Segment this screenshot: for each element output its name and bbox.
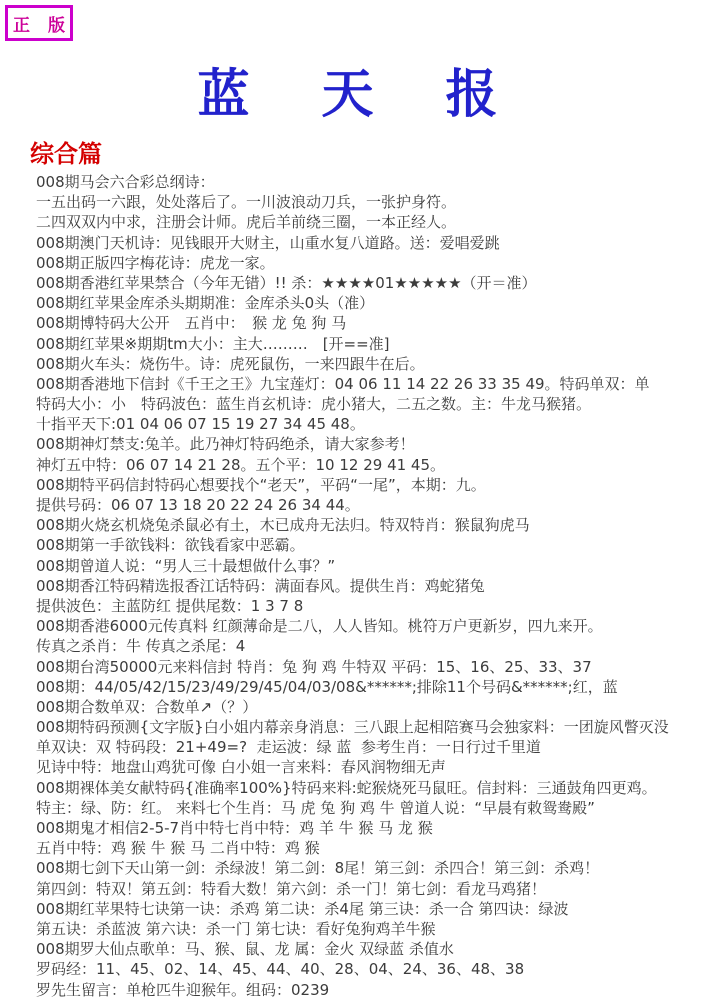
content-line: 008期澳门天机诗：见钱眼开大财主，山重水复八道路。送：爱唱爱跳 — [36, 233, 500, 252]
content-line: 008期合数单双：合数单↗（？） — [36, 697, 258, 716]
content-line: 008期火烧玄机烧兔杀鼠必有土，木已成舟无法归。特双特肖：猴鼠狗虎马 — [36, 516, 530, 535]
genuine-badge-label: 正 版 — [13, 15, 71, 36]
content-line: 008期：44/05/42/15/23/49/29/45/04/03/08&******;排除11个号码&******;红，蓝 — [36, 677, 618, 696]
genuine-badge — [5, 5, 73, 41]
content-line: 008期第一手欲钱料：欲钱看家中恶霸。 — [36, 536, 305, 555]
content-line: 神灯五中特：06 07 14 21 28。五个平：10 12 29 41 45。 — [36, 455, 446, 474]
content-line: 第五诀：杀蓝波 第六诀：杀一门 第七诀：看好兔狗鸡羊牛猴 — [36, 919, 436, 938]
content-line: 008期神灯禁支:兔羊。此乃神灯特码绝杀，请大家参考！ — [36, 435, 415, 454]
content-line: 第四剑：特双！第五剑：特看大数！第六剑：杀一门！第七剑：看龙马鸡猪！ — [36, 879, 547, 898]
content-line: 008期裸体美女献特码{准确率100%}特码来料:蛇猴烧死马鼠旺。信封料：三通鼓角四更鸡。 — [36, 778, 657, 797]
content-line: 二四双双内中求，注册会计师。虎后羊前绕三圈，一本正经人。 — [36, 213, 457, 232]
content-line: 罗先生留言：单枪匹牛迎猴年。组码：0239 — [36, 980, 330, 999]
content-line: 008期香港6000元传真料 红颜薄命是二八，人人皆知。桃符万户更新岁，四九来开。 — [36, 617, 603, 636]
content-line: 008期鬼才相信2-5-7肖中特七肖中特：鸡 羊 牛 猴 马 龙 猴 — [36, 819, 433, 837]
content-line: 十指平天下:01 04 06 07 15 19 27 34 45 48。 — [36, 415, 365, 434]
content-line: 单双诀：双 特码段：21+49=? 走运波：绿 蓝 参考生肖：一日行过千里道 — [36, 738, 541, 757]
content-line: 见诗中特：地盘山鸡犹可像 白小姐一言来料：春风润物细无声 — [36, 758, 446, 777]
content-line: 008期红苹果特七诀第一诀：杀鸡 第二诀：杀4尾 第三诀：杀一合 第四诀：绿波 — [36, 899, 569, 918]
content-line: 一五出码一六跟，处处落后了。一川波浪动刀兵，一张护身符。 — [36, 193, 457, 212]
content-body — [36, 172, 701, 1000]
content-line: 008期博特码大公开 五肖中： 猴 龙 兔 狗 马 — [36, 314, 347, 333]
content-line: 特主：绿、防：红。 来料七个生肖：马 虎 兔 狗 鸡 牛 曾道人说：“早晨有敕鸳鸯殿” — [36, 798, 595, 817]
content-line: 008期香江特码精选报香江话特码：满面春风。提供生肖：鸡蛇猪兔 — [36, 576, 485, 595]
content-line: 五肖中特：鸡 猴 牛 猴 马 二肖中特：鸡 猴 — [36, 839, 320, 858]
page-title: 蓝 天 报 — [197, 65, 508, 125]
content-line: 提供波色：主蓝防红 提供尾数：1 3 7 8 — [36, 596, 304, 615]
content-line: 008期特平码信封特码心想要找个“老天”，平码“一尾”，本期：九。 — [36, 475, 486, 494]
content-line: 008期火车头：烧伤牛。诗：虎死鼠伤，一来四跟牛在后。 — [36, 354, 425, 373]
content-line: 008期红苹果金库杀头期期准：金库杀头0头（准） — [36, 294, 375, 313]
content-line: 罗码经：11、45、02、14、45、44、40、28、04、24、36、48、38 — [36, 960, 525, 979]
content-line: 传真之杀肖：牛 传真之杀尾：4 — [36, 637, 246, 656]
content-line: 008期香港红苹果禁合（今年无错）!! 杀：★★★★01★★★★★（开＝准） — [36, 273, 537, 292]
content-line: 提供号码：06 07 13 18 20 22 24 26 34 44。 — [36, 496, 360, 514]
content-line: 008期红苹果※期期tm大小：主大……… [开==准] — [36, 334, 390, 353]
content-line: 008期香港地下信封《千王之王》九宝莲灯：04 06 11 14 22 26 33 35 49。特码单双：单 — [36, 374, 650, 393]
content-line: 008期特码预测{文字版}白小姐内幕亲身消息：三八跟上起相陪赛马会独家料：一团旋风瞥灭没 — [36, 718, 669, 737]
content-line: 特码大小：小 特码波色：蓝生肖玄机诗：虎小猪大，二五之数。主：牛龙马猴猪。 — [36, 395, 592, 414]
content-line: 008期正版四字梅花诗：虎龙一家。 — [36, 253, 275, 272]
content-line: 008期曾道人说：“男人三十最想做什么事？” — [36, 556, 336, 575]
content-line: 008期罗大仙点歌单：马、猴、鼠、龙 属：金火 双绿蓝 杀值水 — [36, 940, 454, 959]
content-line: 008期马会六合彩总纲诗： — [36, 173, 215, 191]
content-line: 008期七剑下天山第一剑：杀绿波！第二剑：8尾！第三剑：杀四合！第三剑：杀鸡！ — [36, 859, 600, 878]
section-title: 综合篇 — [30, 140, 102, 168]
content-line: 008期台湾50000元来料信封 特肖：兔 狗 鸡 牛特双 平码：15、16、25、33、37 — [36, 657, 592, 676]
